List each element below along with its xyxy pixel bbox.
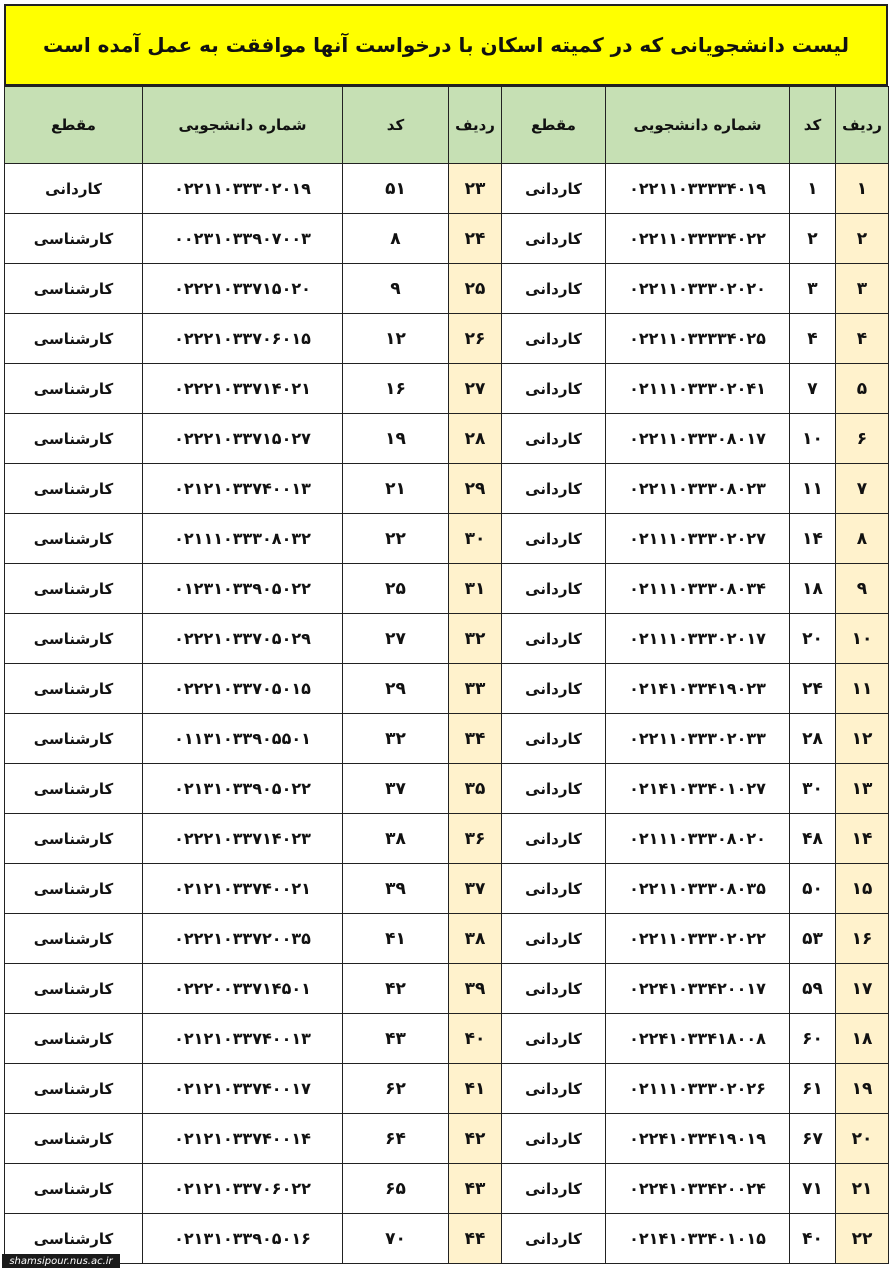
row-number-cell: ۲۲ bbox=[836, 1214, 889, 1264]
student-id-cell: ۰۲۱۲۱۰۳۳۷۴۰۰۲۱ bbox=[143, 864, 343, 914]
table-row bbox=[5, 664, 889, 714]
students-table bbox=[4, 86, 889, 1264]
student-id-cell: ۰۲۲۱۱۰۳۳۳۳۴۰۱۹ bbox=[606, 164, 790, 214]
level-cell: کارشناسی bbox=[5, 814, 143, 864]
student-id-cell: ۰۲۲۲۱۰۳۳۷۰۵۰۲۹ bbox=[143, 614, 343, 664]
row-number-cell: ۲۳ bbox=[449, 164, 502, 214]
student-id-cell: ۰۲۲۲۱۰۳۳۷۰۵۰۱۵ bbox=[143, 664, 343, 714]
row-number-cell: ۲ bbox=[836, 214, 889, 264]
level-cell: کاردانی bbox=[502, 714, 606, 764]
level-cell: کاردانی bbox=[502, 314, 606, 364]
student-id-cell: ۰۲۲۲۱۰۳۳۷۰۶۰۱۵ bbox=[143, 314, 343, 364]
code-cell: ۲۲ bbox=[343, 514, 449, 564]
row-number-cell: ۱۵ bbox=[836, 864, 889, 914]
student-id-cell: ۰۲۲۱۱۰۳۳۳۳۴۰۲۵ bbox=[606, 314, 790, 364]
code-cell: ۲۴ bbox=[790, 664, 836, 714]
level-cell: کارشناسی bbox=[5, 664, 143, 714]
code-cell: ۶۵ bbox=[343, 1164, 449, 1214]
row-number-cell: ۱۷ bbox=[836, 964, 889, 1014]
row-number-cell: ۳ bbox=[836, 264, 889, 314]
student-id-cell: ۰۲۲۱۱۰۳۳۳۰۸۰۳۵ bbox=[606, 864, 790, 914]
row-number-cell: ۳۱ bbox=[449, 564, 502, 614]
row-number-cell: ۲۶ bbox=[449, 314, 502, 364]
header-level: مقطع bbox=[5, 87, 143, 164]
header-code: کد bbox=[343, 87, 449, 164]
header-row-number: ردیف bbox=[449, 87, 502, 164]
student-id-cell: ۰۲۱۱۱۰۳۳۳۰۲۰۴۱ bbox=[606, 364, 790, 414]
code-cell: ۱۲ bbox=[343, 314, 449, 364]
code-cell: ۱۴ bbox=[790, 514, 836, 564]
table-row bbox=[5, 764, 889, 814]
student-id-cell: ۰۲۲۲۱۰۳۳۷۱۵۰۲۰ bbox=[143, 264, 343, 314]
student-id-cell: ۰۲۱۲۱۰۳۳۷۴۰۰۱۷ bbox=[143, 1064, 343, 1114]
level-cell: کارشناسی bbox=[5, 714, 143, 764]
student-id-cell: ۰۲۲۲۱۰۳۳۷۲۰۰۳۵ bbox=[143, 914, 343, 964]
code-cell: ۹ bbox=[343, 264, 449, 314]
row-number-cell: ۵ bbox=[836, 364, 889, 414]
header-code: کد bbox=[790, 87, 836, 164]
code-cell: ۶۰ bbox=[790, 1014, 836, 1064]
student-id-cell: ۰۲۲۱۱۰۳۳۳۰۲۰۱۹ bbox=[143, 164, 343, 214]
student-id-cell: ۰۲۲۱۱۰۳۳۳۳۴۰۲۲ bbox=[606, 214, 790, 264]
row-number-cell: ۱۳ bbox=[836, 764, 889, 814]
row-number-cell: ۴۲ bbox=[449, 1114, 502, 1164]
code-cell: ۳۰ bbox=[790, 764, 836, 814]
level-cell: کارشناسی bbox=[5, 564, 143, 614]
header-student-id: شماره دانشجویی bbox=[143, 87, 343, 164]
code-cell: ۴۳ bbox=[343, 1014, 449, 1064]
student-id-cell: ۰۲۲۱۱۰۳۳۳۰۸۰۲۳ bbox=[606, 464, 790, 514]
row-number-cell: ۲۸ bbox=[449, 414, 502, 464]
row-number-cell: ۱۶ bbox=[836, 914, 889, 964]
row-number-cell: ۳۲ bbox=[449, 614, 502, 664]
student-id-cell: ۰۲۱۱۱۰۳۳۳۰۲۰۲۶ bbox=[606, 1064, 790, 1114]
table-row bbox=[5, 1214, 889, 1264]
level-cell: کاردانی bbox=[502, 1064, 606, 1114]
row-number-cell: ۲۵ bbox=[449, 264, 502, 314]
level-cell: کاردانی bbox=[502, 764, 606, 814]
student-id-cell: ۰۲۲۲۰۰۳۳۷۱۴۵۰۱ bbox=[143, 964, 343, 1014]
student-id-cell: ۰۲۲۲۱۰۳۳۷۱۴۰۲۳ bbox=[143, 814, 343, 864]
student-id-cell: ۰۲۱۱۱۰۳۳۳۰۸۰۳۴ bbox=[606, 564, 790, 614]
code-cell: ۴۰ bbox=[790, 1214, 836, 1264]
row-number-cell: ۴۰ bbox=[449, 1014, 502, 1064]
code-cell: ۵۳ bbox=[790, 914, 836, 964]
row-number-cell: ۱۹ bbox=[836, 1064, 889, 1114]
row-number-cell: ۳۳ bbox=[449, 664, 502, 714]
table-row bbox=[5, 864, 889, 914]
table-header-row bbox=[5, 87, 889, 164]
level-cell: کارشناسی bbox=[5, 1214, 143, 1264]
row-number-cell: ۱۴ bbox=[836, 814, 889, 864]
table-row bbox=[5, 414, 889, 464]
table-row bbox=[5, 1014, 889, 1064]
code-cell: ۵۰ bbox=[790, 864, 836, 914]
level-cell: کاردانی bbox=[5, 164, 143, 214]
code-cell: ۲۱ bbox=[343, 464, 449, 514]
table-row bbox=[5, 464, 889, 514]
table-row bbox=[5, 364, 889, 414]
code-cell: ۷۰ bbox=[343, 1214, 449, 1264]
code-cell: ۳ bbox=[790, 264, 836, 314]
level-cell: کاردانی bbox=[502, 614, 606, 664]
level-cell: کاردانی bbox=[502, 664, 606, 714]
student-id-cell: ۰۲۱۲۱۰۳۳۷۴۰۰۱۴ bbox=[143, 1114, 343, 1164]
level-cell: کاردانی bbox=[502, 414, 606, 464]
row-number-cell: ۳۴ bbox=[449, 714, 502, 764]
code-cell: ۱۹ bbox=[343, 414, 449, 464]
code-cell: ۲۸ bbox=[790, 714, 836, 764]
code-cell: ۷ bbox=[790, 364, 836, 414]
level-cell: کاردانی bbox=[502, 514, 606, 564]
code-cell: ۶۲ bbox=[343, 1064, 449, 1114]
student-id-cell: ۰۲۱۴۱۰۳۳۴۰۱۰۲۷ bbox=[606, 764, 790, 814]
code-cell: ۲۹ bbox=[343, 664, 449, 714]
level-cell: کارشناسی bbox=[5, 1014, 143, 1064]
student-id-cell: ۰۱۲۳۱۰۳۳۹۰۵۰۲۲ bbox=[143, 564, 343, 614]
level-cell: کاردانی bbox=[502, 1114, 606, 1164]
table-row bbox=[5, 514, 889, 564]
student-id-cell: ۰۲۲۴۱۰۳۳۴۲۰۰۱۷ bbox=[606, 964, 790, 1014]
student-id-cell: ۰۲۱۴۱۰۳۳۴۰۱۰۱۵ bbox=[606, 1214, 790, 1264]
level-cell: کاردانی bbox=[502, 1164, 606, 1214]
student-id-cell: ۰۲۲۱۱۰۳۳۳۰۲۰۲۰ bbox=[606, 264, 790, 314]
student-id-cell: ۰۲۲۱۱۰۳۳۳۰۸۰۱۷ bbox=[606, 414, 790, 464]
row-number-cell: ۳۹ bbox=[449, 964, 502, 1014]
code-cell: ۷۱ bbox=[790, 1164, 836, 1214]
code-cell: ۴ bbox=[790, 314, 836, 364]
table-row bbox=[5, 1064, 889, 1114]
table-row bbox=[5, 814, 889, 864]
row-number-cell: ۱۱ bbox=[836, 664, 889, 714]
row-number-cell: ۲۷ bbox=[449, 364, 502, 414]
level-cell: کاردانی bbox=[502, 164, 606, 214]
row-number-cell: ۴ bbox=[836, 314, 889, 364]
level-cell: کاردانی bbox=[502, 264, 606, 314]
student-id-cell: ۰۲۱۱۱۰۳۳۳۰۲۰۱۷ bbox=[606, 614, 790, 664]
student-id-cell: ۰۲۱۴۱۰۳۳۴۱۹۰۲۳ bbox=[606, 664, 790, 714]
row-number-cell: ۳۰ bbox=[449, 514, 502, 564]
level-cell: کارشناسی bbox=[5, 414, 143, 464]
level-cell: کارشناسی bbox=[5, 364, 143, 414]
code-cell: ۴۱ bbox=[343, 914, 449, 964]
row-number-cell: ۴۱ bbox=[449, 1064, 502, 1114]
student-id-cell: ۰۲۲۱۱۰۳۳۳۰۲۰۲۲ bbox=[606, 914, 790, 964]
student-id-cell: ۰۲۲۱۱۰۳۳۳۰۲۰۳۳ bbox=[606, 714, 790, 764]
level-cell: کارشناسی bbox=[5, 214, 143, 264]
code-cell: ۲ bbox=[790, 214, 836, 264]
student-list-sheet bbox=[4, 4, 888, 1264]
level-cell: کارشناسی bbox=[5, 264, 143, 314]
table-row bbox=[5, 564, 889, 614]
code-cell: ۴۲ bbox=[343, 964, 449, 1014]
row-number-cell: ۱۲ bbox=[836, 714, 889, 764]
student-id-cell: ۰۲۲۲۱۰۳۳۷۱۵۰۲۷ bbox=[143, 414, 343, 464]
site-watermark: shamsipour.nus.ac.ir bbox=[2, 1254, 120, 1268]
code-cell: ۵۱ bbox=[343, 164, 449, 214]
level-cell: کاردانی bbox=[502, 564, 606, 614]
student-id-cell: ۰۱۱۳۱۰۳۳۹۰۵۵۰۱ bbox=[143, 714, 343, 764]
row-number-cell: ۱ bbox=[836, 164, 889, 214]
level-cell: کارشناسی bbox=[5, 464, 143, 514]
row-number-cell: ۸ bbox=[836, 514, 889, 564]
table-row bbox=[5, 714, 889, 764]
code-cell: ۲۵ bbox=[343, 564, 449, 614]
code-cell: ۳۸ bbox=[343, 814, 449, 864]
student-id-cell: ۰۲۲۲۱۰۳۳۷۱۴۰۲۱ bbox=[143, 364, 343, 414]
row-number-cell: ۱۰ bbox=[836, 614, 889, 664]
student-id-cell: ۰۲۱۱۱۰۳۳۳۰۸۰۲۰ bbox=[606, 814, 790, 864]
student-id-cell: ۰۲۱۱۱۰۳۳۳۰۸۰۳۲ bbox=[143, 514, 343, 564]
table-row bbox=[5, 264, 889, 314]
level-cell: کارشناسی bbox=[5, 614, 143, 664]
row-number-cell: ۳۵ bbox=[449, 764, 502, 814]
code-cell: ۶۷ bbox=[790, 1114, 836, 1164]
level-cell: کارشناسی bbox=[5, 514, 143, 564]
header-level: مقطع bbox=[502, 87, 606, 164]
table-row bbox=[5, 164, 889, 214]
code-cell: ۳۷ bbox=[343, 764, 449, 814]
row-number-cell: ۱۸ bbox=[836, 1014, 889, 1064]
code-cell: ۶۴ bbox=[343, 1114, 449, 1164]
code-cell: ۲۰ bbox=[790, 614, 836, 664]
code-cell: ۱۱ bbox=[790, 464, 836, 514]
student-id-cell: ۰۲۲۴۱۰۳۳۴۲۰۰۲۴ bbox=[606, 1164, 790, 1214]
student-id-cell: ۰۲۱۳۱۰۳۳۹۰۵۰۱۶ bbox=[143, 1214, 343, 1264]
code-cell: ۱۸ bbox=[790, 564, 836, 614]
code-cell: ۱۰ bbox=[790, 414, 836, 464]
table-row bbox=[5, 1164, 889, 1214]
student-id-cell: ۰۲۱۲۱۰۳۳۷۰۶۰۲۲ bbox=[143, 1164, 343, 1214]
row-number-cell: ۶ bbox=[836, 414, 889, 464]
row-number-cell: ۳۸ bbox=[449, 914, 502, 964]
code-cell: ۶۱ bbox=[790, 1064, 836, 1114]
table-row bbox=[5, 614, 889, 664]
code-cell: ۱ bbox=[790, 164, 836, 214]
level-cell: کاردانی bbox=[502, 864, 606, 914]
code-cell: ۸ bbox=[343, 214, 449, 264]
level-cell: کارشناسی bbox=[5, 1114, 143, 1164]
level-cell: کاردانی bbox=[502, 1014, 606, 1064]
student-id-cell: ۰۲۱۳۱۰۳۳۹۰۵۰۲۲ bbox=[143, 764, 343, 814]
row-number-cell: ۳۷ bbox=[449, 864, 502, 914]
level-cell: کاردانی bbox=[502, 364, 606, 414]
student-id-cell: ۰۲۲۴۱۰۳۳۴۱۹۰۱۹ bbox=[606, 1114, 790, 1164]
row-number-cell: ۲۹ bbox=[449, 464, 502, 514]
table-row bbox=[5, 964, 889, 1014]
level-cell: کاردانی bbox=[502, 1214, 606, 1264]
header-student-id: شماره دانشجویی bbox=[606, 87, 790, 164]
table-row bbox=[5, 1114, 889, 1164]
level-cell: کاردانی bbox=[502, 464, 606, 514]
student-id-cell: ۰۲۲۴۱۰۳۳۴۱۸۰۰۸ bbox=[606, 1014, 790, 1064]
level-cell: کارشناسی bbox=[5, 1164, 143, 1214]
level-cell: کارشناسی bbox=[5, 314, 143, 364]
level-cell: کارشناسی bbox=[5, 1064, 143, 1114]
level-cell: کارشناسی bbox=[5, 914, 143, 964]
page-title: لیست دانشجویانی که در کمیته اسکان با درخواست آنها موافقت به عمل آمده است bbox=[4, 4, 888, 86]
level-cell: کاردانی bbox=[502, 814, 606, 864]
row-number-cell: ۲۴ bbox=[449, 214, 502, 264]
level-cell: کارشناسی bbox=[5, 864, 143, 914]
student-id-cell: ۰۲۱۲۱۰۳۳۷۴۰۰۱۳ bbox=[143, 464, 343, 514]
level-cell: کارشناسی bbox=[5, 764, 143, 814]
level-cell: کاردانی bbox=[502, 964, 606, 1014]
student-id-cell: ۰۲۱۲۱۰۳۳۷۴۰۰۱۳ bbox=[143, 1014, 343, 1064]
row-number-cell: ۲۱ bbox=[836, 1164, 889, 1214]
row-number-cell: ۲۰ bbox=[836, 1114, 889, 1164]
student-id-cell: ۰۲۱۱۱۰۳۳۳۰۲۰۲۷ bbox=[606, 514, 790, 564]
row-number-cell: ۹ bbox=[836, 564, 889, 614]
row-number-cell: ۳۶ bbox=[449, 814, 502, 864]
code-cell: ۳۲ bbox=[343, 714, 449, 764]
table-row bbox=[5, 914, 889, 964]
code-cell: ۴۸ bbox=[790, 814, 836, 864]
code-cell: ۱۶ bbox=[343, 364, 449, 414]
code-cell: ۳۹ bbox=[343, 864, 449, 914]
row-number-cell: ۴۳ bbox=[449, 1164, 502, 1214]
level-cell: کاردانی bbox=[502, 214, 606, 264]
header-row-number: ردیف bbox=[836, 87, 889, 164]
table-row bbox=[5, 214, 889, 264]
code-cell: ۵۹ bbox=[790, 964, 836, 1014]
table-row bbox=[5, 314, 889, 364]
student-id-cell: ۰۰۲۳۱۰۳۳۹۰۷۰۰۳ bbox=[143, 214, 343, 264]
level-cell: کارشناسی bbox=[5, 964, 143, 1014]
code-cell: ۲۷ bbox=[343, 614, 449, 664]
row-number-cell: ۷ bbox=[836, 464, 889, 514]
level-cell: کاردانی bbox=[502, 914, 606, 964]
row-number-cell: ۴۴ bbox=[449, 1214, 502, 1264]
